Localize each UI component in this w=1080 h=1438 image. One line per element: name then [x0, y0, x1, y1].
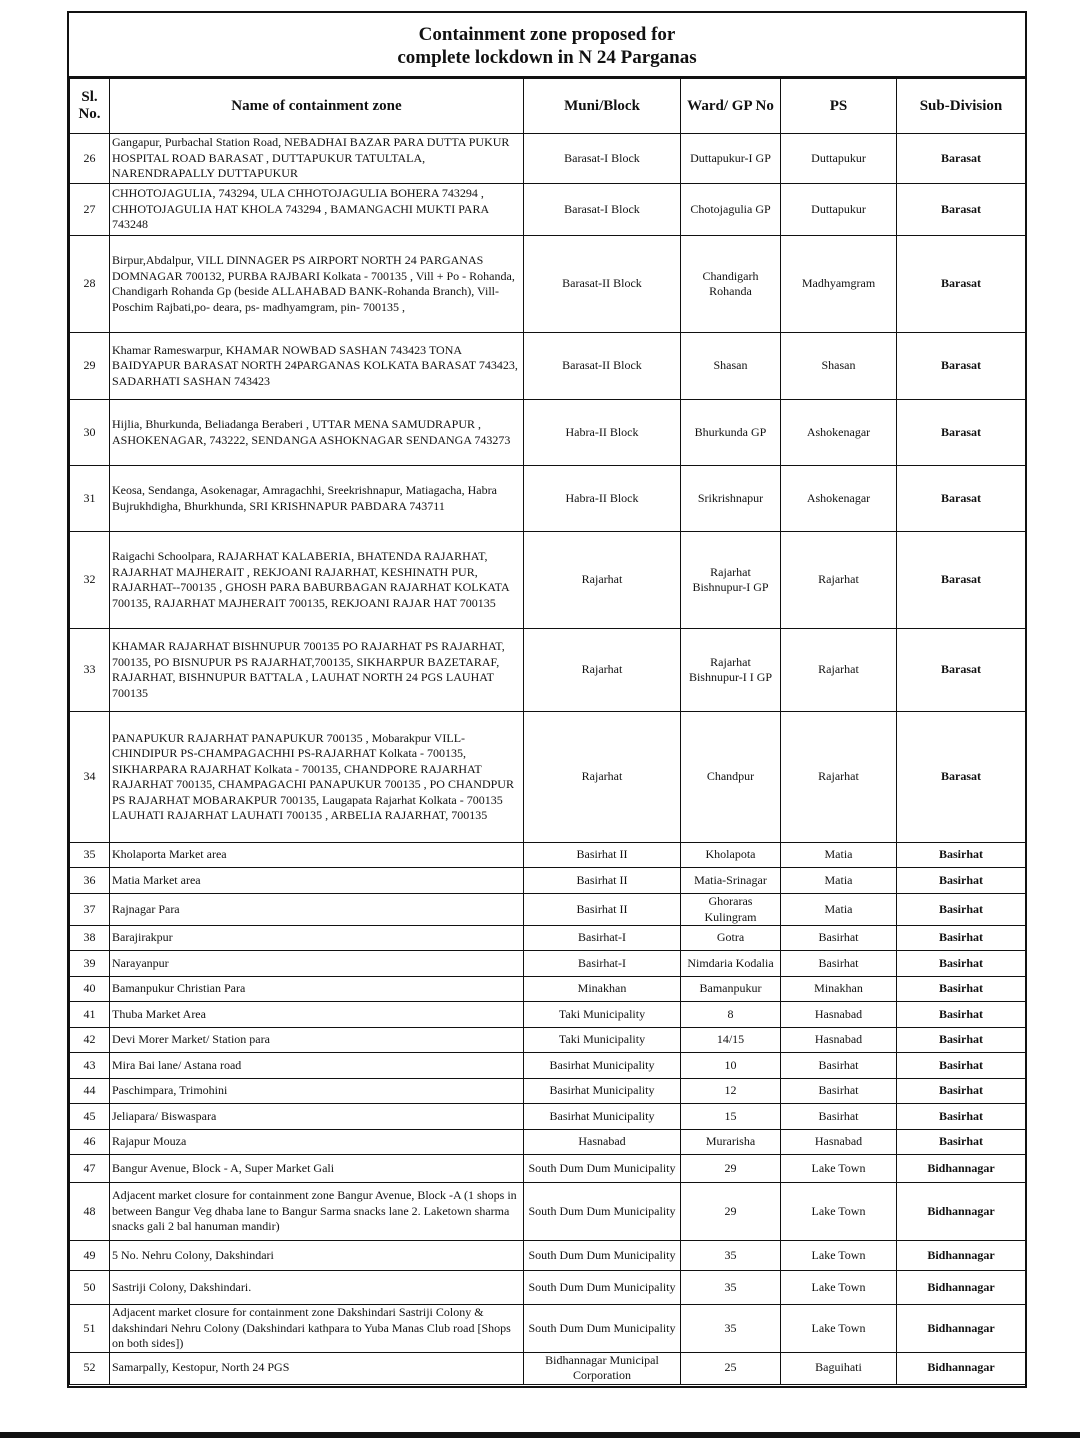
- cell-sub-division: Bidhannagar: [897, 1305, 1026, 1353]
- cell-muni-block: Barasat-I Block: [524, 184, 681, 236]
- cell-sub-division: Basirhat: [897, 1130, 1026, 1155]
- header-ward-gp: Ward/ GP No: [681, 79, 781, 134]
- cell-zone-name: Birpur,Abdalpur, VILL DINNAGER PS AIRPORT NORTH 24 PARGANAS DOMNAGAR 700132, PURBA RAJBARI Kolkata - 700135 , Vill + Po - Rohanda, Chandigarh Rohanda Gp (beside ALLAHABAD BANK-Rohanda Branch), Vill- Poschim Rajbati,po- deara, ps- madhyamgram, pin- 700135 ,: [110, 236, 524, 333]
- cell-zone-name: Sastriji Colony, Dakshindari.: [110, 1271, 524, 1305]
- cell-ward-gp: 35: [681, 1271, 781, 1305]
- cell-sl-no: 51: [70, 1305, 110, 1353]
- cell-muni-block: Basirhat II: [524, 843, 681, 868]
- table-row: [70, 184, 1026, 236]
- cell-muni-block: Hasnabad: [524, 1130, 681, 1155]
- cell-ps: Hasnabad: [781, 1028, 897, 1053]
- cell-ward-gp: 29: [681, 1183, 781, 1241]
- cell-sub-division: Barasat: [897, 466, 1026, 532]
- cell-zone-name: Mira Bai lane/ Astana road: [110, 1053, 524, 1079]
- table-row: [70, 951, 1026, 977]
- cell-sub-division: Bidhannagar: [897, 1155, 1026, 1183]
- cell-sub-division: Basirhat: [897, 1053, 1026, 1079]
- table-row: [70, 1155, 1026, 1183]
- title-line-1: Containment zone proposed for: [418, 24, 676, 45]
- cell-sl-no: 30: [70, 400, 110, 466]
- cell-muni-block: Rajarhat: [524, 712, 681, 843]
- table-row: [70, 868, 1026, 894]
- cell-sl-no: 27: [70, 184, 110, 236]
- cell-muni-block: South Dum Dum Municipality: [524, 1183, 681, 1241]
- cell-sl-no: 52: [70, 1352, 110, 1384]
- header-sl-no: Sl. No.: [70, 79, 110, 134]
- cell-ps: Basirhat: [781, 1104, 897, 1130]
- cell-ps: Lake Town: [781, 1305, 897, 1353]
- cell-sl-no: 29: [70, 333, 110, 400]
- cell-sl-no: 36: [70, 868, 110, 894]
- cell-muni-block: South Dum Dum Municipality: [524, 1241, 681, 1271]
- cell-sl-no: 44: [70, 1079, 110, 1104]
- cell-zone-name: Adjacent market closure for containment zone Bangur Avenue, Block -A (1 shops in between Bangur Veg dhaba lane to Bangur Sarma snacks lane 2. Laketown sharma snacks gali 2 bal hanuman mandir): [110, 1183, 524, 1241]
- title-line-2: complete lockdown in N 24 Parganas: [397, 47, 697, 68]
- cell-ps: Lake Town: [781, 1183, 897, 1241]
- table-row: [70, 1305, 1026, 1353]
- cell-sl-no: 42: [70, 1028, 110, 1053]
- cell-ps: Basirhat: [781, 926, 897, 951]
- cell-sub-division: Basirhat: [897, 894, 1026, 926]
- cell-sl-no: 48: [70, 1183, 110, 1241]
- cell-muni-block: Basirhat-I: [524, 926, 681, 951]
- cell-sub-division: Barasat: [897, 134, 1026, 184]
- cell-ps: Basirhat: [781, 1079, 897, 1104]
- cell-sub-division: Basirhat: [897, 843, 1026, 868]
- document-title: [69, 13, 1025, 78]
- table-row: [70, 1271, 1026, 1305]
- cell-ps: Shasan: [781, 333, 897, 400]
- cell-zone-name: Hijlia, Bhurkunda, Beliadanga Beraberi , UTTAR MENA SAMUDRAPUR , ASHOKENAGAR, 743222, SENDANGA ASHOKNAGAR SENDANGA 743273: [110, 400, 524, 466]
- cell-sub-division: Basirhat: [897, 1104, 1026, 1130]
- cell-zone-name: Kholaporta Market area: [110, 843, 524, 868]
- cell-ward-gp: Nimdaria Kodalia: [681, 951, 781, 977]
- cell-ward-gp: Murarisha: [681, 1130, 781, 1155]
- table-row: [70, 926, 1026, 951]
- cell-sl-no: 38: [70, 926, 110, 951]
- cell-sub-division: Basirhat: [897, 1028, 1026, 1053]
- cell-zone-name: PANAPUKUR RAJARHAT PANAPUKUR 700135 , Mobarakpur VILL-CHINDIPUR PS-CHAMPAGACHHI PS-RAJARHAT Kolkata - 700135, SIKHARPARA RAJARHAT Kolkata - 700135, CHANDPORE RAJARHAT RAJARHAT 700135, CHAMPAGACHI PANAPUKUR 700135 , PO CHANDPUR PS RAJARHAT MOBARAKPUR 700135, Laugapata Rajarhat Kolkata - 700135 LAUHATI RAJARHAT LAUHATI 700135 , ARBELIA RAJARHAT, 700135: [110, 712, 524, 843]
- cell-zone-name: Gangapur, Purbachal Station Road, NEBADHAI BAZAR PARA DUTTA PUKUR HOSPITAL ROAD BARASAT , DUTTAPUKUR TATULTALA, NARENDRAPALLY DUTTAPUKUR: [110, 134, 524, 184]
- cell-sl-no: 32: [70, 532, 110, 629]
- table-row: [70, 400, 1026, 466]
- cell-ward-gp: 25: [681, 1352, 781, 1384]
- cell-ward-gp: Duttapukur-I GP: [681, 134, 781, 184]
- cell-ps: Lake Town: [781, 1271, 897, 1305]
- cell-ps: Minakhan: [781, 977, 897, 1002]
- cell-sub-division: Basirhat: [897, 1002, 1026, 1028]
- cell-ps: Duttapukur: [781, 134, 897, 184]
- cell-ward-gp: 15: [681, 1104, 781, 1130]
- cell-zone-name: CHHOTOJAGULIA, 743294, ULA CHHOTOJAGULIA BOHERA 743294 , CHHOTOJAGULIA HAT KHOLA 743294 , BAMANGACHI MUKTI PARA 743248: [110, 184, 524, 236]
- cell-ps: Matia: [781, 868, 897, 894]
- cell-ward-gp: 35: [681, 1305, 781, 1353]
- cell-ward-gp: Chotojagulia GP: [681, 184, 781, 236]
- cell-sub-division: Basirhat: [897, 1079, 1026, 1104]
- cell-ps: Duttapukur: [781, 184, 897, 236]
- cell-sub-division: Bidhannagar: [897, 1352, 1026, 1384]
- table-row: [70, 236, 1026, 333]
- cell-sl-no: 37: [70, 894, 110, 926]
- cell-ward-gp: 12: [681, 1079, 781, 1104]
- table-row: [70, 134, 1026, 184]
- cell-muni-block: South Dum Dum Municipality: [524, 1305, 681, 1353]
- cell-sub-division: Bidhannagar: [897, 1183, 1026, 1241]
- cell-muni-block: Taki Municipality: [524, 1002, 681, 1028]
- cell-ps: Basirhat: [781, 1053, 897, 1079]
- cell-ward-gp: Srikrishnapur: [681, 466, 781, 532]
- cell-ward-gp: Gotra: [681, 926, 781, 951]
- table-row: [70, 466, 1026, 532]
- cell-zone-name: Paschimpara, Trimohini: [110, 1079, 524, 1104]
- table-row: [70, 1104, 1026, 1130]
- cell-muni-block: South Dum Dum Municipality: [524, 1271, 681, 1305]
- cell-ward-gp: Bamanpukur: [681, 977, 781, 1002]
- cell-muni-block: Basirhat Municipality: [524, 1053, 681, 1079]
- cell-sub-division: Basirhat: [897, 926, 1026, 951]
- cell-ward-gp: Ghoraras Kulingram: [681, 894, 781, 926]
- cell-zone-name: Khamar Rameswarpur, KHAMAR NOWBAD SASHAN 743423 TONA BAIDYAPUR BARASAT NORTH 24PARGANAS KOLKATA BARASAT 743423, SADARHATI SASHAN 743423: [110, 333, 524, 400]
- cell-ps: Lake Town: [781, 1241, 897, 1271]
- cell-ps: Matia: [781, 894, 897, 926]
- cell-zone-name: KHAMAR RAJARHAT BISHNUPUR 700135 PO RAJARHAT PS RAJARHAT, 700135, PO BISNUPUR PS RAJARHAT,700135, SIKHARPUR BAZETARAF, RAJARHAT, BISHNUPUR BATTALA , LAUHAT NORTH 24 PGS LAUHAT 700135: [110, 629, 524, 712]
- cell-ward-gp: 35: [681, 1241, 781, 1271]
- cell-muni-block: Rajarhat: [524, 532, 681, 629]
- cell-zone-name: Rajnagar Para: [110, 894, 524, 926]
- cell-sub-division: Basirhat: [897, 868, 1026, 894]
- header-ps: PS: [781, 79, 897, 134]
- table-row: [70, 333, 1026, 400]
- cell-ps: Rajarhat: [781, 532, 897, 629]
- cell-sub-division: Barasat: [897, 532, 1026, 629]
- cell-sl-no: 28: [70, 236, 110, 333]
- cell-ward-gp: Kholapota: [681, 843, 781, 868]
- cell-muni-block: Habra-II Block: [524, 466, 681, 532]
- cell-ward-gp: 14/15: [681, 1028, 781, 1053]
- cell-sub-division: Barasat: [897, 712, 1026, 843]
- cell-ward-gp: Shasan: [681, 333, 781, 400]
- cell-ward-gp: 29: [681, 1155, 781, 1183]
- cell-sl-no: 35: [70, 843, 110, 868]
- cell-zone-name: Bangur Avenue, Block - A, Super Market Gali: [110, 1155, 524, 1183]
- cell-zone-name: Narayanpur: [110, 951, 524, 977]
- cell-zone-name: Samarpally, Kestopur, North 24 PGS: [110, 1352, 524, 1384]
- cell-sub-division: Bidhannagar: [897, 1241, 1026, 1271]
- cell-sub-division: Barasat: [897, 400, 1026, 466]
- table-row: [70, 1079, 1026, 1104]
- cell-sl-no: 41: [70, 1002, 110, 1028]
- cell-ps: Lake Town: [781, 1155, 897, 1183]
- cell-sl-no: 49: [70, 1241, 110, 1271]
- table-row: [70, 1241, 1026, 1271]
- cell-sl-no: 45: [70, 1104, 110, 1130]
- cell-sub-division: Bidhannagar: [897, 1271, 1026, 1305]
- table-row: [70, 977, 1026, 1002]
- cell-sl-no: 31: [70, 466, 110, 532]
- cell-muni-block: Basirhat Municipality: [524, 1079, 681, 1104]
- cell-sl-no: 39: [70, 951, 110, 977]
- cell-sl-no: 33: [70, 629, 110, 712]
- cell-ward-gp: 8: [681, 1002, 781, 1028]
- cell-zone-name: Adjacent market closure for containment zone Dakshindari Sastriji Colony & dakshindari Nehru Colony (Dakshindari kathpara to Yuba Manas Club road [Shops on both sides]): [110, 1305, 524, 1353]
- table-row: [70, 894, 1026, 926]
- cell-ps: Basirhat: [781, 951, 897, 977]
- cell-zone-name: Matia Market area: [110, 868, 524, 894]
- cell-sub-division: Barasat: [897, 236, 1026, 333]
- header-zone-name: Name of containment zone: [110, 79, 524, 134]
- cell-ps: Rajarhat: [781, 712, 897, 843]
- cell-zone-name: Bamanpukur Christian Para: [110, 977, 524, 1002]
- cell-ps: Ashokenagar: [781, 400, 897, 466]
- cell-muni-block: Habra-II Block: [524, 400, 681, 466]
- cell-zone-name: 5 No. Nehru Colony, Dakshindari: [110, 1241, 524, 1271]
- table-row: [70, 1130, 1026, 1155]
- cell-sl-no: 43: [70, 1053, 110, 1079]
- cell-ward-gp: Matia-Srinagar: [681, 868, 781, 894]
- cell-muni-block: Barasat-I Block: [524, 134, 681, 184]
- cell-zone-name: Devi Morer Market/ Station para: [110, 1028, 524, 1053]
- cell-sl-no: 47: [70, 1155, 110, 1183]
- table-row: [70, 1352, 1026, 1384]
- page-bottom-edge: [0, 1432, 1080, 1438]
- cell-sub-division: Barasat: [897, 629, 1026, 712]
- cell-muni-block: Taki Municipality: [524, 1028, 681, 1053]
- table-row: [70, 1053, 1026, 1079]
- cell-zone-name: Jeliapara/ Biswaspara: [110, 1104, 524, 1130]
- cell-muni-block: Basirhat-I: [524, 951, 681, 977]
- cell-muni-block: Barasat-II Block: [524, 333, 681, 400]
- table-row: [70, 532, 1026, 629]
- cell-muni-block: South Dum Dum Municipality: [524, 1155, 681, 1183]
- cell-ward-gp: 10: [681, 1053, 781, 1079]
- cell-ward-gp: Rajarhat Bishnupur-I I GP: [681, 629, 781, 712]
- cell-muni-block: Basirhat II: [524, 868, 681, 894]
- cell-sl-no: 40: [70, 977, 110, 1002]
- cell-muni-block: Barasat-II Block: [524, 236, 681, 333]
- table-header-row: [70, 79, 1026, 134]
- cell-ps: Rajarhat: [781, 629, 897, 712]
- table-row: [70, 629, 1026, 712]
- cell-ward-gp: Chandigarh Rohanda: [681, 236, 781, 333]
- header-muni-block: Muni/Block: [524, 79, 681, 134]
- cell-zone-name: Thuba Market Area: [110, 1002, 524, 1028]
- cell-sub-division: Basirhat: [897, 951, 1026, 977]
- cell-muni-block: Rajarhat: [524, 629, 681, 712]
- document-sheet: [67, 11, 1027, 1388]
- cell-sl-no: 50: [70, 1271, 110, 1305]
- cell-ward-gp: Chandpur: [681, 712, 781, 843]
- cell-zone-name: Keosa, Sendanga, Asokenagar, Amragachhi, Sreekrishnapur, Matiagacha, Habra Bujrukhdigha, Bhurkhunda, SRI KRISHNAPUR PABDARA 743711: [110, 466, 524, 532]
- table-row: [70, 1002, 1026, 1028]
- cell-ward-gp: Bhurkunda GP: [681, 400, 781, 466]
- cell-sl-no: 46: [70, 1130, 110, 1155]
- containment-zone-table: [69, 78, 1026, 1385]
- cell-ps: Matia: [781, 843, 897, 868]
- cell-sl-no: 26: [70, 134, 110, 184]
- cell-ps: Madhyamgram: [781, 236, 897, 333]
- cell-zone-name: Barajirakpur: [110, 926, 524, 951]
- cell-sub-division: Barasat: [897, 184, 1026, 236]
- cell-sub-division: Barasat: [897, 333, 1026, 400]
- cell-muni-block: Basirhat Municipality: [524, 1104, 681, 1130]
- header-sub-division: Sub-Division: [897, 79, 1026, 134]
- cell-zone-name: Rajapur Mouza: [110, 1130, 524, 1155]
- cell-ps: Hasnabad: [781, 1002, 897, 1028]
- cell-muni-block: Basirhat II: [524, 894, 681, 926]
- cell-muni-block: Minakhan: [524, 977, 681, 1002]
- cell-ward-gp: Rajarhat Bishnupur-I GP: [681, 532, 781, 629]
- cell-muni-block: Bidhannagar Municipal Corporation: [524, 1352, 681, 1384]
- cell-zone-name: Raigachi Schoolpara, RAJARHAT KALABERIA, BHATENDA RAJARHAT, RAJARHAT MAJHERAIT , REKJOANI RAJARHAT, KESHINATH PUR, RAJARHAT--700135 , GHOSH PARA BABURBAGAN RAJARHAT KOLKATA 700135, RAJARHAT MAJHERAIT 700135, REKJOANI RAJAR HAT 700135: [110, 532, 524, 629]
- table-row: [70, 1183, 1026, 1241]
- cell-sub-division: Basirhat: [897, 977, 1026, 1002]
- cell-ps: Hasnabad: [781, 1130, 897, 1155]
- table-row: [70, 843, 1026, 868]
- table-row: [70, 712, 1026, 843]
- cell-ps: Baguihati: [781, 1352, 897, 1384]
- table-row: [70, 1028, 1026, 1053]
- cell-sl-no: 34: [70, 712, 110, 843]
- cell-ps: Ashokenagar: [781, 466, 897, 532]
